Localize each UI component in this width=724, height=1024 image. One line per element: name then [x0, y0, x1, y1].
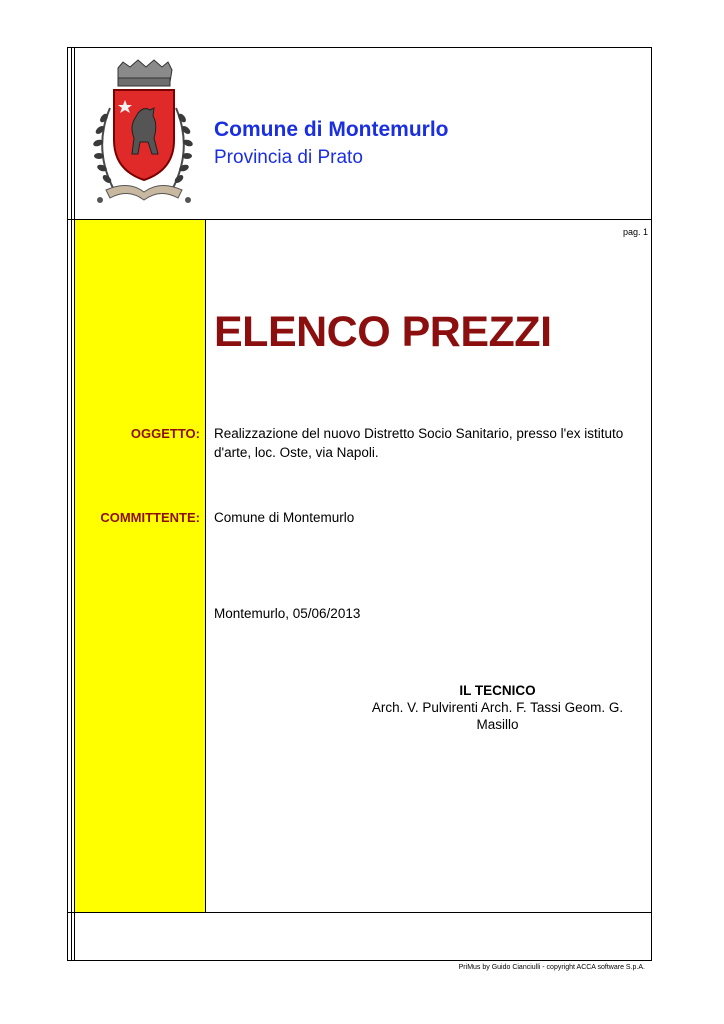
label-column — [75, 220, 206, 912]
subject-label: OGGETTO: — [130, 426, 200, 441]
page-number: pag. 1 — [622, 227, 648, 237]
coat-of-arms-icon — [88, 58, 198, 208]
software-credit: PriMus by Guido Cianciulli - copyright ACCA software S.p.A. — [458, 964, 645, 971]
signature-block — [355, 682, 640, 733]
signature-names: Arch. V. Pulvirenti Arch. F. Tassi Geom. G. Masillo — [371, 700, 624, 732]
organization-name: Comune di Montemurlo — [214, 118, 449, 141]
footer-divider — [67, 912, 652, 913]
place-date: Montemurlo, 05/06/2013 — [214, 606, 361, 621]
subject-value: Realizzazione del nuovo Distretto Socio Sanitario, presso l'ex istituto d'arte, loc. Oste, via Napoli. — [214, 426, 624, 460]
client-label: COMMITTENTE: — [100, 510, 200, 525]
frame-divider-left-1 — [71, 47, 72, 961]
signature-title: IL TECNICO — [459, 683, 536, 698]
organization-province: Provincia di Prato — [214, 147, 363, 168]
document-title: ELENCO PREZZI — [214, 308, 552, 356]
client-value: Comune di Montemurlo — [214, 510, 355, 525]
